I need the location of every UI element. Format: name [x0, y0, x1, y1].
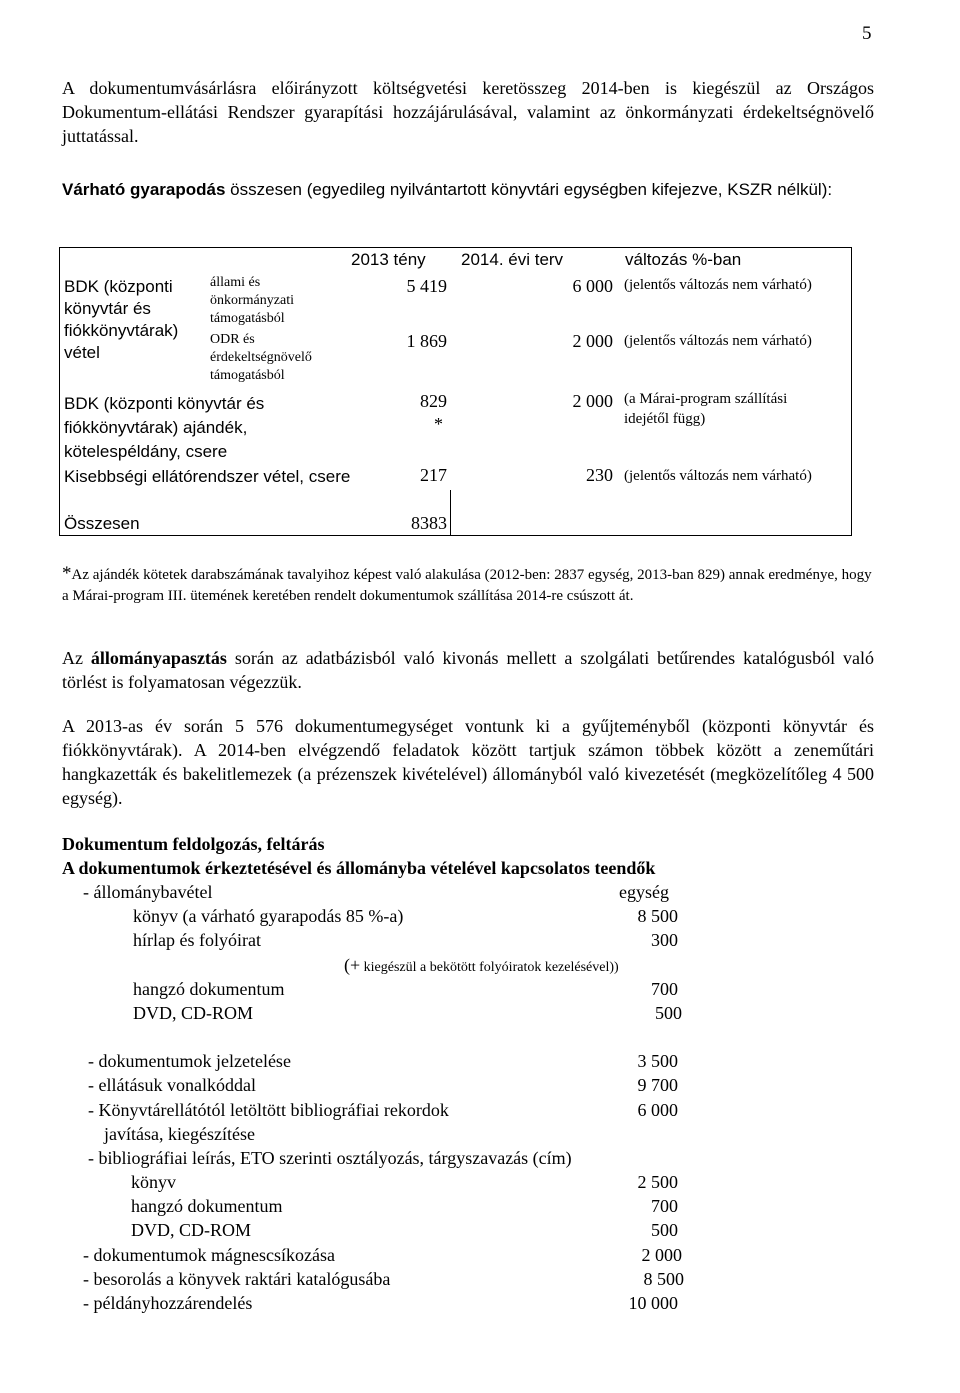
biblio-item-label: hangzó dokumentum — [131, 1196, 283, 1216]
list2-item-value: 3 500 — [637, 1051, 678, 1071]
row2-label: BDK (központi könyvtár és fiókkönyvtárak) ajándék, kötelespéldány, csere — [64, 394, 265, 461]
list1-note-text: kiegészül a bekötött folyóiratok kezelésével) — [360, 960, 615, 975]
list1-unit: egység — [619, 882, 669, 902]
removal-paragraph: A 2013-as év során 5 576 dokumentumegységet vontunk ki a gyűjteményből (központi könyvtár és fiókkönyvtárak). A 2014-ben elvégzendő feladatok között tartjuk számon többek között a zeneműtári hangkazetták és bakelitlemezek (a prézenszek kivételével) állományból való kivezetését (megközelítőleg 4 500 egység). — [62, 716, 874, 808]
total-label: Összesen — [64, 514, 140, 533]
list1-item-value: 300 — [651, 930, 678, 950]
list2-item-label: - ellátásuk vonalkóddal — [88, 1075, 256, 1095]
section-heading: Dokumentum feldolgozás, feltárás — [62, 834, 325, 854]
row3-label: Kisebbségi ellátórendszer vétel, csere — [64, 467, 351, 486]
row3-change: (jelentős változás nem várható) — [624, 468, 812, 484]
biblio-item-label: könyv — [131, 1172, 176, 1192]
growth-text: összesen (egyedileg nyilvántartott könyvtári egységben kifejezve, KSZR nélkül): — [225, 180, 833, 199]
biblio-item-value: 500 — [651, 1220, 678, 1240]
row2-2014: 2 000 — [572, 391, 613, 411]
list3-item-label: - besorolás a könyvek raktári katalógusába — [83, 1269, 391, 1289]
biblio-item-value: 700 — [651, 1196, 678, 1216]
section-subheading: A dokumentumok érkeztetésével és állományba vételével kapcsolatos teendők — [62, 858, 656, 878]
row1a-change: (jelentős változás nem várható) — [624, 277, 812, 293]
list1-item-value: 700 — [651, 979, 678, 999]
row1b-change: (jelentős változás nem várható) — [624, 333, 812, 349]
biblio-item-value: 2 500 — [637, 1172, 678, 1192]
weeding-post: során az adatbázisból való kivonás mellett a szolgálati betűrendes katalógusból való törlést is folyamatosan végezzük. — [62, 648, 874, 692]
row3-2014: 230 — [586, 465, 613, 485]
list3-item-value: 2 000 — [641, 1245, 682, 1265]
row1-group-label: BDK (központi könyvtár és fiókkönyvtárak) vétel — [64, 277, 179, 362]
list1-item-value: 8 500 — [637, 906, 678, 926]
intro-paragraph: A dokumentumvásárlásra előirányzott költségvetési keretösszeg 2014-ben is kiegészül az Országos Dokumentum-ellátási Rendszer gyarapítási hozzájárulásával, valamint az önkormányzati érdekeltségnövelő juttatással. — [62, 78, 874, 146]
row2-2013: 829 — [420, 391, 447, 411]
list3-item-label: - példányhozzárendelés — [83, 1293, 253, 1313]
header-2014: 2014. évi terv — [461, 250, 564, 269]
weeding-pre: Az — [62, 648, 91, 668]
list2-item-value: 6 000 — [637, 1100, 678, 1120]
list1-note-plus: (+ — [344, 955, 361, 975]
row1b-sub-label: ODR és érdekeltségnövelő támogatásból — [210, 332, 312, 383]
footnote — [62, 563, 876, 607]
row1a-2014: 6 000 — [572, 276, 613, 296]
list1-item-label: hangzó dokumentum — [133, 979, 285, 999]
row3-2013: 217 — [420, 465, 447, 485]
row2-star: * — [434, 414, 443, 434]
list2-item-continuation: javítása, kiegészítése — [104, 1124, 255, 1144]
biblio-item-label: DVD, CD-ROM — [131, 1220, 252, 1240]
growth-bold: Várható gyarapodás — [62, 180, 226, 199]
list1-item-label: könyv (a várható gyarapodás 85 %-a) — [133, 906, 404, 926]
list3-item-value: 10 000 — [628, 1293, 678, 1313]
footnote-star: * — [62, 563, 72, 584]
acquisition-table — [59, 247, 852, 536]
footnote-text: Az ajándék kötetek darabszámának tavalyihoz képest való alakulása (2012-ben: 2837 egység, 2013-ban 829) annak eredménye, hogy a Márai-program III. ütemének keretében rendelt dokumentumok szállítása 2014-re csúszott át. — [62, 567, 872, 604]
page-number: 5 — [862, 23, 872, 44]
list2-item-label: - dokumentumok jelzetelése — [88, 1051, 291, 1071]
row1b-2013: 1 869 — [406, 331, 447, 351]
list1-title: - állománybavétel — [83, 882, 213, 902]
list1-note: (+ kiegészül a bekötött folyóiratok kezelésével)) — [344, 955, 619, 975]
row2-change: (a Márai-program szállítási idejétől függ) — [624, 391, 788, 427]
list2-item-label: - Könyvtárellátótól letöltött bibliográfiai rekordok — [88, 1100, 449, 1120]
list3-item-label: - dokumentumok mágnescsíkozása — [83, 1245, 335, 1265]
growth-paragraph — [62, 177, 872, 202]
total-2013: 8383 — [411, 513, 447, 533]
header-change: változás %-ban — [625, 250, 742, 269]
list1-item-value: 500 — [655, 1003, 682, 1023]
biblio-title: - bibliográfiai leírás, ETO szerinti osztályozás, tárgyszavazás (cím) — [88, 1148, 572, 1168]
list3-item-value: 8 500 — [643, 1269, 684, 1289]
weeding-bold: állományapasztás — [90, 648, 227, 668]
header-2013: 2013 tény — [351, 250, 426, 269]
row1b-2014: 2 000 — [572, 331, 613, 351]
list1-item-label: DVD, CD-ROM — [133, 1003, 254, 1023]
list2-item-value: 9 700 — [637, 1075, 678, 1095]
weeding-paragraph — [62, 646, 874, 694]
row1a-sub-label: állami és önkormányzati támogatásból — [210, 275, 294, 326]
row1a-2013: 5 419 — [406, 276, 447, 296]
list1-item-label: hírlap és folyóirat — [133, 930, 261, 950]
